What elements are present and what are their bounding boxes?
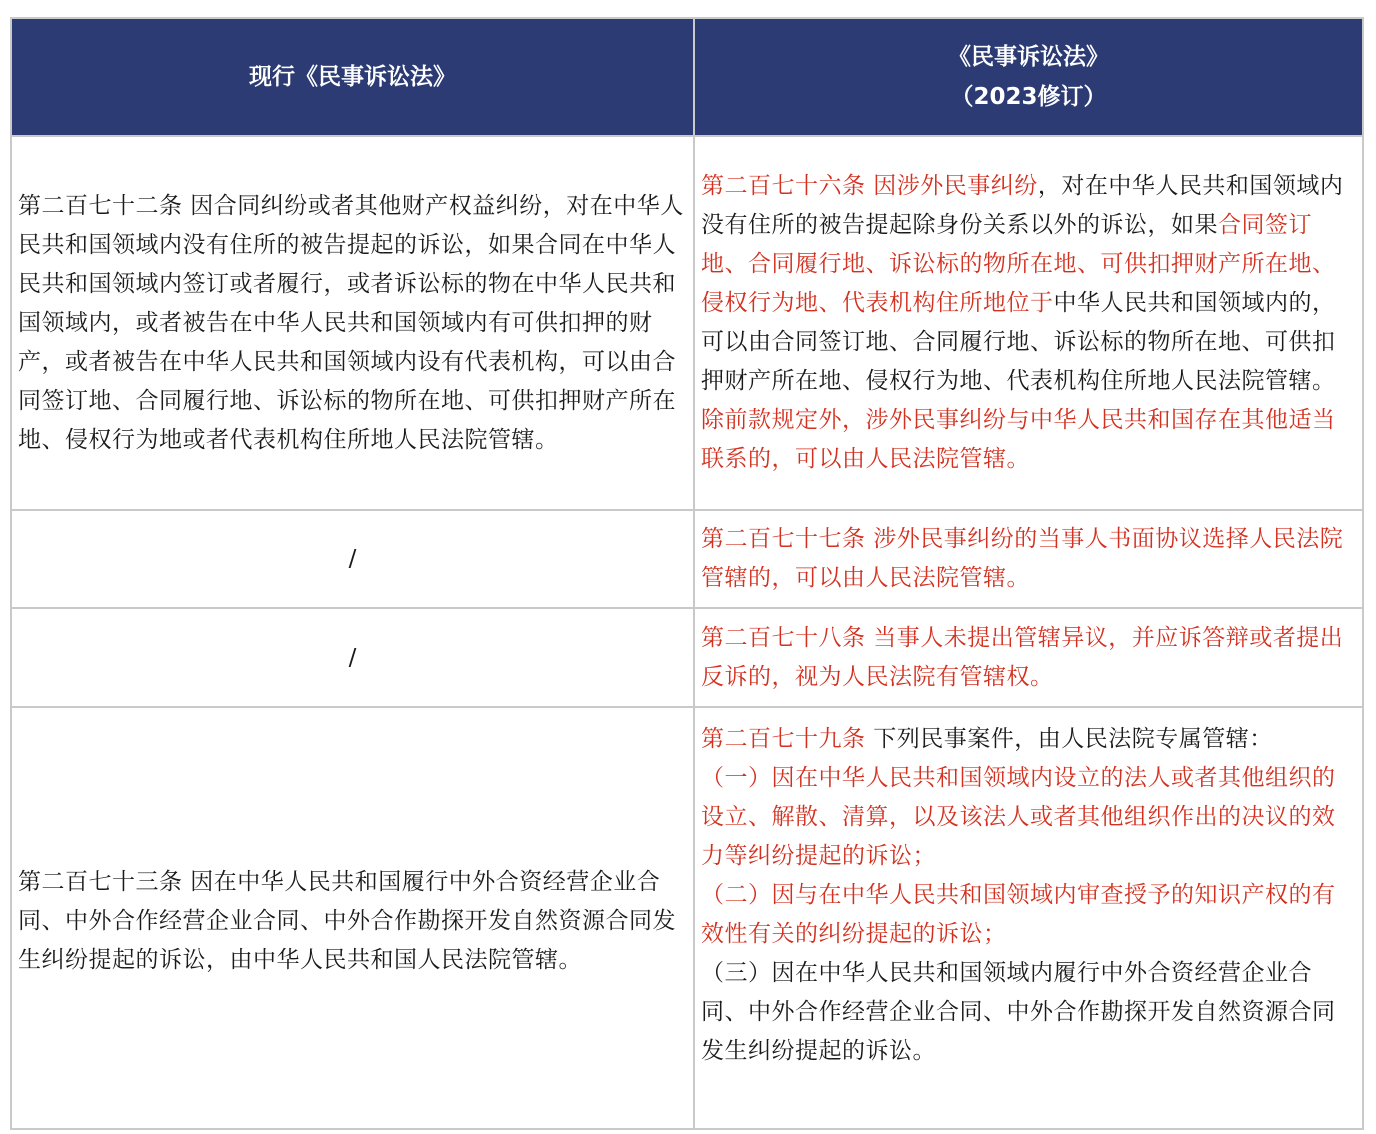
slash-placeholder: / xyxy=(348,546,357,572)
table-row xyxy=(11,136,1363,510)
table-row xyxy=(11,510,1363,608)
article-273-cell xyxy=(11,707,694,1129)
article-276-heading: 第二百七十六条 因涉外民事纠纷 xyxy=(701,173,1038,199)
table-row xyxy=(11,707,1363,1129)
header-revised-law-subtitle: （2023修订） xyxy=(950,84,1107,110)
article-273-text: 第二百七十三条 因在中华人民共和国履行中外合资经营企业合同、中外合作经营企业合同、中外合作勘探开发自然资源合同发生纠纷提起的诉讼，由中华人民共和国人民法院管辖。 xyxy=(18,868,676,973)
article-279-intro-text: 下列民事案件，由人民法院专属管辖： xyxy=(865,726,1273,752)
article-279-intro xyxy=(701,720,1356,759)
empty-current-cell xyxy=(11,510,694,608)
article-277-text: 第二百七十七条 涉外民事纠纷的当事人书面协议选择人民法院管辖的，可以由人民法院管辖。 xyxy=(701,526,1344,591)
article-277-cell xyxy=(694,510,1363,608)
table-header-row xyxy=(11,18,1363,136)
article-278-cell xyxy=(694,608,1363,707)
article-276-paragraph-1 xyxy=(701,167,1356,401)
article-279-item-3: （三）因在中华人民共和国领域内履行中外合资经营企业合同、中外合作经营企业合同、中外合作勘探开发自然资源合同发生纠纷提起的诉讼。 xyxy=(701,960,1336,1064)
article-278-text: 第二百七十八条 当事人未提出管辖异议，并应诉答辩或者提出反诉的，视为人民法院有管辖权。 xyxy=(701,624,1344,690)
article-279-cell xyxy=(694,707,1363,1129)
article-276-cell xyxy=(694,136,1363,510)
article-276-text-a: ，对在中华人民共和国领域内没有住所的被告提起除身份关系以外的诉讼，如果 xyxy=(701,173,1344,238)
article-276-highlight: 合同签订地、合同履行地、诉讼标的物所在地、可供扣押财产所在地、侵权行为地、代表机构住所地位于 xyxy=(701,212,1336,316)
slash-placeholder: / xyxy=(348,644,357,671)
article-276-paragraph-2: 除前款规定外，涉外民事纠纷与中华人民共和国存在其他适当联系的，可以由人民法院管辖。 xyxy=(701,407,1336,472)
article-279-item-1: （一）因在中华人民共和国领域内设立的法人或者其他组织的设立、解散、清算，以及该法人或者其他组织作出的决议的效力等纠纷提起的诉讼； xyxy=(701,765,1336,869)
comparison-table xyxy=(10,17,1364,1130)
article-272-text: 第二百七十二条 因合同纠纷或者其他财产权益纠纷，对在中华人民共和国领域内没有住所的被告提起的诉讼，如果合同在中华人民共和国领域内签订或者履行，或者诉讼标的物在中华人民共和国领域内，或者被告在中华人民共和国领域内有可供扣押的财产，或者被告在中华人民共和国领域内设有代表机构，可以由合同签订地、合同履行地、诉讼标的物所在地、可供扣押财产所在地、侵权行为地或者代表机构住所地人民法院管辖。 xyxy=(18,192,684,453)
empty-current-cell xyxy=(11,608,694,707)
table-row xyxy=(11,608,1363,707)
header-current-law-title: 现行《民事诉讼法》 xyxy=(249,64,456,90)
article-276-text-b: 中华人民共和国领域内的，可以由合同签订地、合同履行地、诉讼标的物所在地、可供扣押财产所在地、侵权行为地、代表机构住所地人民法院管辖。 xyxy=(701,290,1336,394)
header-revised-law-title: 《民事诉讼法》 xyxy=(948,44,1109,70)
article-272-cell xyxy=(11,136,694,510)
article-279-heading: 第二百七十九条 xyxy=(701,726,866,752)
header-revised-law xyxy=(694,18,1363,136)
header-current-law xyxy=(11,18,694,136)
article-279-item-2: （二）因与在中华人民共和国领域内审查授予的知识产权的有效性有关的纠纷提起的诉讼； xyxy=(701,882,1336,947)
